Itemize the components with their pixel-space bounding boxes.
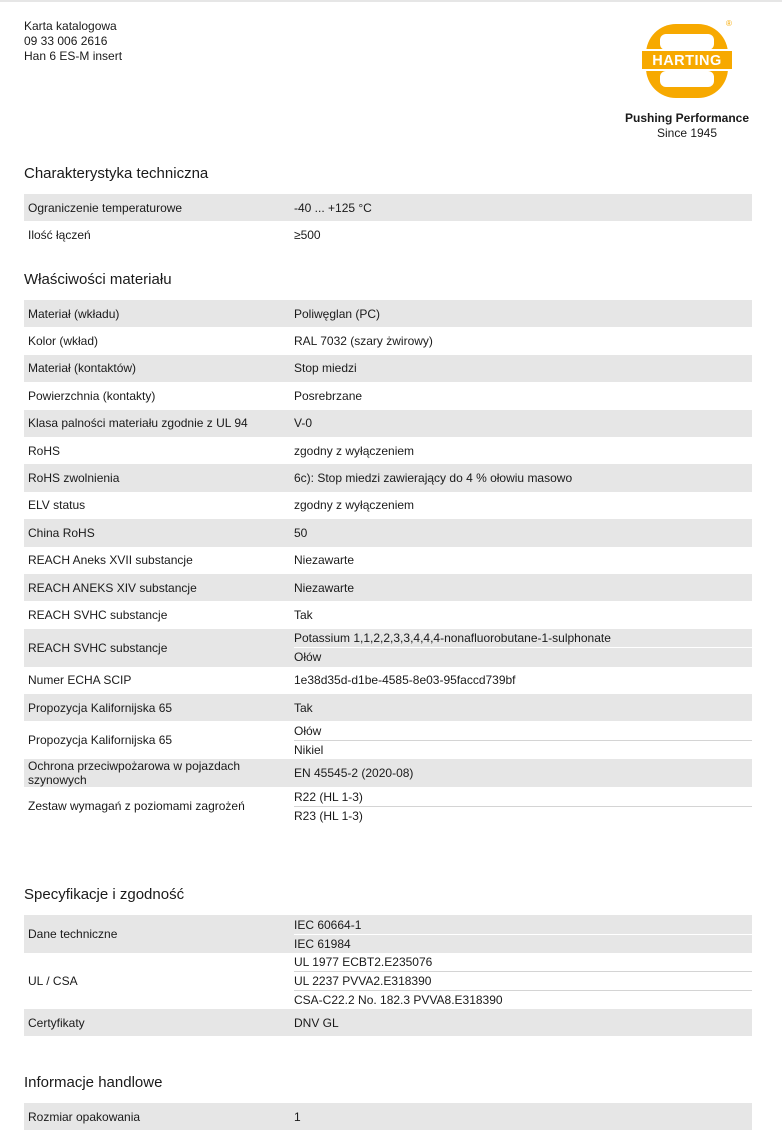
table-row [24,547,752,574]
row-label: UL / CSA [28,974,78,988]
section-material [24,270,752,825]
value-line: IEC 60664-1 [294,917,362,932]
harting-logo [640,18,734,102]
row-value [294,721,752,759]
section-specifications [24,885,752,1036]
row-value [294,787,752,825]
table-row [24,327,752,354]
value-line: R23 (HL 1-3) [294,806,752,825]
table-row [24,915,752,953]
section-title: Specyfikacje i zgodność [24,886,185,903]
row-label: Numer ECHA SCIP [28,673,132,688]
row-label: RoHS zwolnienia [28,471,120,486]
row-label: Ochrona przeciwpożarowa w pojazdach szynowych [28,759,241,788]
row-label: Materiał (wkładu) [28,306,120,321]
brand-tagline [622,111,752,141]
row-label: Propozycja Kalifornijska 65 [28,733,173,748]
tagline-text: Pushing Performance [624,111,750,125]
value-line: Ołów [294,647,752,666]
row-value [294,355,752,382]
row-label: REACH ANEKS XIV substancje [28,580,197,595]
table-row [24,410,752,437]
svg-text:®: ® [726,19,732,28]
product-name: Han 6 ES-M insert [24,49,123,63]
value-line: IEC 61984 [294,934,752,953]
value-line: Posrebrzane [294,388,363,403]
value-line: Nikiel [294,740,752,759]
value-line: Stop miedzi [294,361,357,376]
row-label: Dane techniczne [28,927,118,941]
row-value [294,519,752,546]
table-row [24,437,752,464]
table-row [24,1103,752,1130]
value-line: R22 (HL 1-3) [294,789,363,804]
row-value [294,759,752,787]
row-value [294,194,752,221]
document-header [24,19,122,64]
table-row [24,953,752,1009]
row-label: Kolor (wkład) [28,334,99,349]
row-label: Materiał (kontaktów) [28,361,137,376]
section-technical [24,164,752,249]
value-line: zgodny z wyłączeniem [294,498,415,513]
row-value [294,300,752,327]
value-line: Potassium 1,1,2,2,3,3,4,4,4-nonafluorobutane-1-sulphonate [294,631,611,646]
row-value [294,382,752,409]
section-commercial [24,1073,752,1130]
table-row [24,759,752,787]
row-value [294,327,752,354]
svg-text:HARTING: HARTING [652,53,722,69]
table-row [24,787,752,825]
value-line: Niezawarte [294,580,355,595]
document-type: Karta katalogowa [24,19,117,33]
table-row [24,355,752,382]
value-line: 1e38d35d-d1be-4585-8e03-95faccd739bf [294,673,516,688]
row-label: Zestaw wymagań z poziomami zagrożeń [28,799,245,814]
row-value [294,915,752,953]
table-row [24,721,752,759]
table-row [24,382,752,409]
row-value [294,410,752,437]
row-label: REACH Aneks XVII substancje [28,553,193,568]
value-line: RAL 7032 (szary żwirowy) [294,334,433,349]
value-line: V-0 [294,416,313,431]
spec-table [24,300,752,825]
row-value [294,1103,752,1130]
row-label: China RoHS [28,525,95,540]
value-line: CSA-C22.2 No. 182.3 PVVA8.E318390 [294,990,752,1009]
row-label: ELV status [28,498,86,513]
row-label: RoHS [28,443,61,458]
row-label: Ilość łączeń [28,228,91,243]
table-row [24,492,752,519]
row-label: Certyfikaty [28,1015,85,1030]
row-value [294,547,752,574]
value-line: DNV GL [294,1015,339,1030]
row-value [294,694,752,721]
value-line: Tak [294,700,313,715]
row-value [294,221,752,248]
value-line: UL 1977 ECBT2.E235076 [294,955,433,969]
table-row [24,601,752,628]
row-value [294,1009,752,1036]
row-label: Powierzchnia (kontakty) [28,388,156,403]
spec-table [24,915,752,1036]
row-label: Propozycja Kalifornijska 65 [28,700,173,715]
row-value [294,574,752,601]
value-line: EN 45545-2 (2020-08) [294,766,414,781]
row-label: Rozmiar opakowania [28,1109,141,1124]
spec-table [24,1103,752,1130]
value-line: 1 [294,1109,301,1124]
table-row [24,194,752,221]
value-line: Niezawarte [294,553,355,568]
table-row [24,221,752,248]
row-value [294,492,752,519]
row-label: REACH SVHC substancje [28,640,168,655]
value-line: 50 [294,525,308,540]
row-value [294,464,752,491]
table-row [24,629,752,667]
row-value [294,437,752,464]
since-text: Since 1945 [656,126,718,140]
value-line: 6c): Stop miedzi zawierający do 4 % ołowiu masowo [294,471,573,486]
table-row [24,1009,752,1036]
section-title: Właściwości materiału [24,271,172,288]
table-row [24,464,752,491]
table-row [24,667,752,694]
row-label: REACH SVHC substancje [28,607,168,622]
spec-table [24,194,752,249]
value-line: Poliwęglan (PC) [294,306,381,321]
table-row [24,574,752,601]
row-value [294,667,752,694]
value-line: -40 ... +125 °C [294,200,372,215]
part-number: 09 33 006 2616 [24,34,108,48]
value-line: zgodny z wyłączeniem [294,443,415,458]
table-row [24,300,752,327]
row-label: Klasa palności materiału zgodnie z UL 94 [28,416,248,431]
table-row [24,519,752,546]
table-row [24,694,752,721]
section-title: Informacje handlowe [24,1074,163,1091]
value-line: ≥500 [294,228,321,243]
row-value [294,953,752,1009]
row-value [294,629,752,667]
section-title: Charakterystyka techniczna [24,165,209,182]
value-line: UL 2237 PVVA2.E318390 [294,971,752,990]
row-value [294,601,752,628]
top-divider [0,0,782,2]
row-label: Ograniczenie temperaturowe [28,200,183,215]
value-line: Ołów [294,723,322,738]
value-line: Tak [294,607,313,622]
